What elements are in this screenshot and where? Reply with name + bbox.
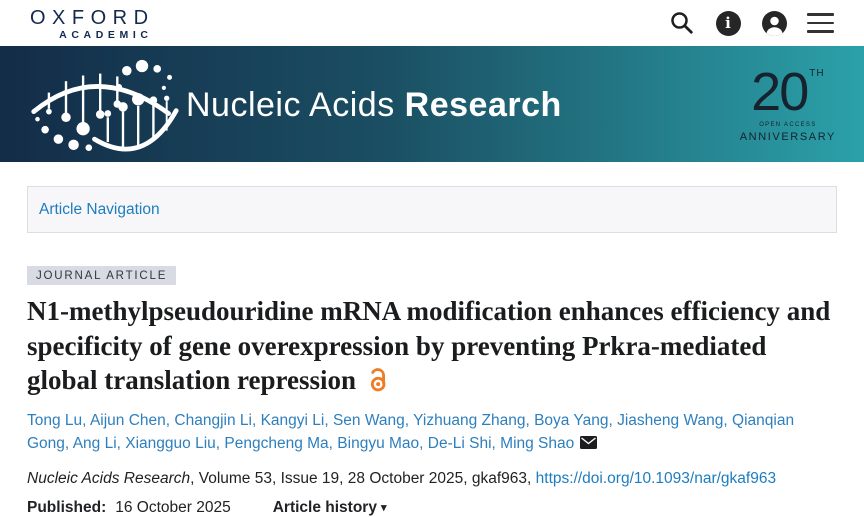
author-link[interactable]: Bingyu Mao ,	[337, 435, 427, 452]
citation-journal-name: Nucleic Acids Research	[27, 470, 191, 488]
author-link-corresponding[interactable]: Ming Shao	[500, 434, 575, 452]
author-link[interactable]: Aijun Chen ,	[90, 412, 174, 429]
anniversary-word: ANNIVERSARY	[739, 131, 836, 143]
author-link[interactable]: Xiangguo Liu ,	[125, 435, 224, 452]
author-link[interactable]: Sen Wang ,	[333, 412, 413, 429]
journal-article-badge: JOURNAL ARTICLE	[27, 266, 176, 285]
logo-oxford-text: OXFORD	[30, 6, 155, 29]
logo-academic-text: ACADEMIC	[59, 28, 153, 41]
author-link[interactable]: Qianqian Gong ,	[27, 412, 794, 452]
anniversary-suffix: TH	[809, 68, 825, 79]
open-access-icon[interactable]	[369, 366, 389, 401]
author-link[interactable]: Jiasheng Wang ,	[617, 412, 732, 429]
author-link[interactable]: Yizhuang Zhang ,	[413, 412, 534, 429]
author-link[interactable]: De-Li Shi ,	[428, 435, 500, 452]
author-link[interactable]: Tong Lu ,	[27, 412, 90, 429]
article-history-label: Article history	[272, 499, 377, 517]
published-label: Published:	[27, 499, 107, 517]
info-icon[interactable]	[715, 10, 741, 36]
article-title	[27, 294, 837, 401]
dna-helix-icon	[28, 56, 180, 152]
published-row	[27, 499, 837, 517]
doi-link[interactable]: https://doi.org/10.1093/nar/gkaf963	[535, 470, 777, 488]
author-link[interactable]: Changjin Li ,	[174, 412, 260, 429]
article-navigation-bar	[27, 186, 837, 233]
site-header	[0, 0, 864, 46]
author-link[interactable]: Boya Yang ,	[534, 412, 617, 429]
account-icon[interactable]	[761, 10, 787, 36]
journal-name-link[interactable]	[186, 86, 562, 125]
author-link[interactable]: Ang Li ,	[73, 435, 126, 452]
article-title-text: N1-methylpseudouridine mRNA modification enhances efficiency and specificity of gene overexpression by preventing Prkra-mediated global translation repression	[27, 296, 831, 396]
info-icon-glyph: i	[716, 11, 741, 36]
published-date: 16 October 2025	[115, 499, 231, 517]
author-link[interactable]: Pengcheng Ma ,	[224, 435, 337, 452]
menu-icon[interactable]	[807, 10, 834, 36]
author-list	[27, 409, 837, 457]
journal-banner	[0, 46, 864, 162]
anniversary-20th-logo	[739, 62, 836, 143]
anniversary-number: 20	[751, 62, 808, 122]
article-navigation-link[interactable]: Article Navigation	[39, 200, 160, 218]
citation-line	[27, 470, 837, 488]
search-icon[interactable]	[669, 10, 695, 36]
anniversary-open-access-text: OPEN ACCESS	[759, 122, 817, 128]
journal-name-part2: Research	[404, 85, 562, 124]
journal-name-part1: Nucleic Acids	[186, 85, 395, 124]
oxford-academic-logo[interactable]	[30, 8, 155, 41]
author-link[interactable]: Kangyi Li ,	[261, 412, 333, 429]
article-history-toggle[interactable]	[273, 499, 387, 517]
email-icon[interactable]	[580, 433, 597, 456]
caret-down-icon: ▾	[380, 502, 387, 515]
article-header	[0, 233, 864, 517]
topbar-icons	[669, 10, 834, 36]
citation-details: , Volume 53, Issue 19, 28 October 2025, gkaf963,	[190, 470, 536, 488]
